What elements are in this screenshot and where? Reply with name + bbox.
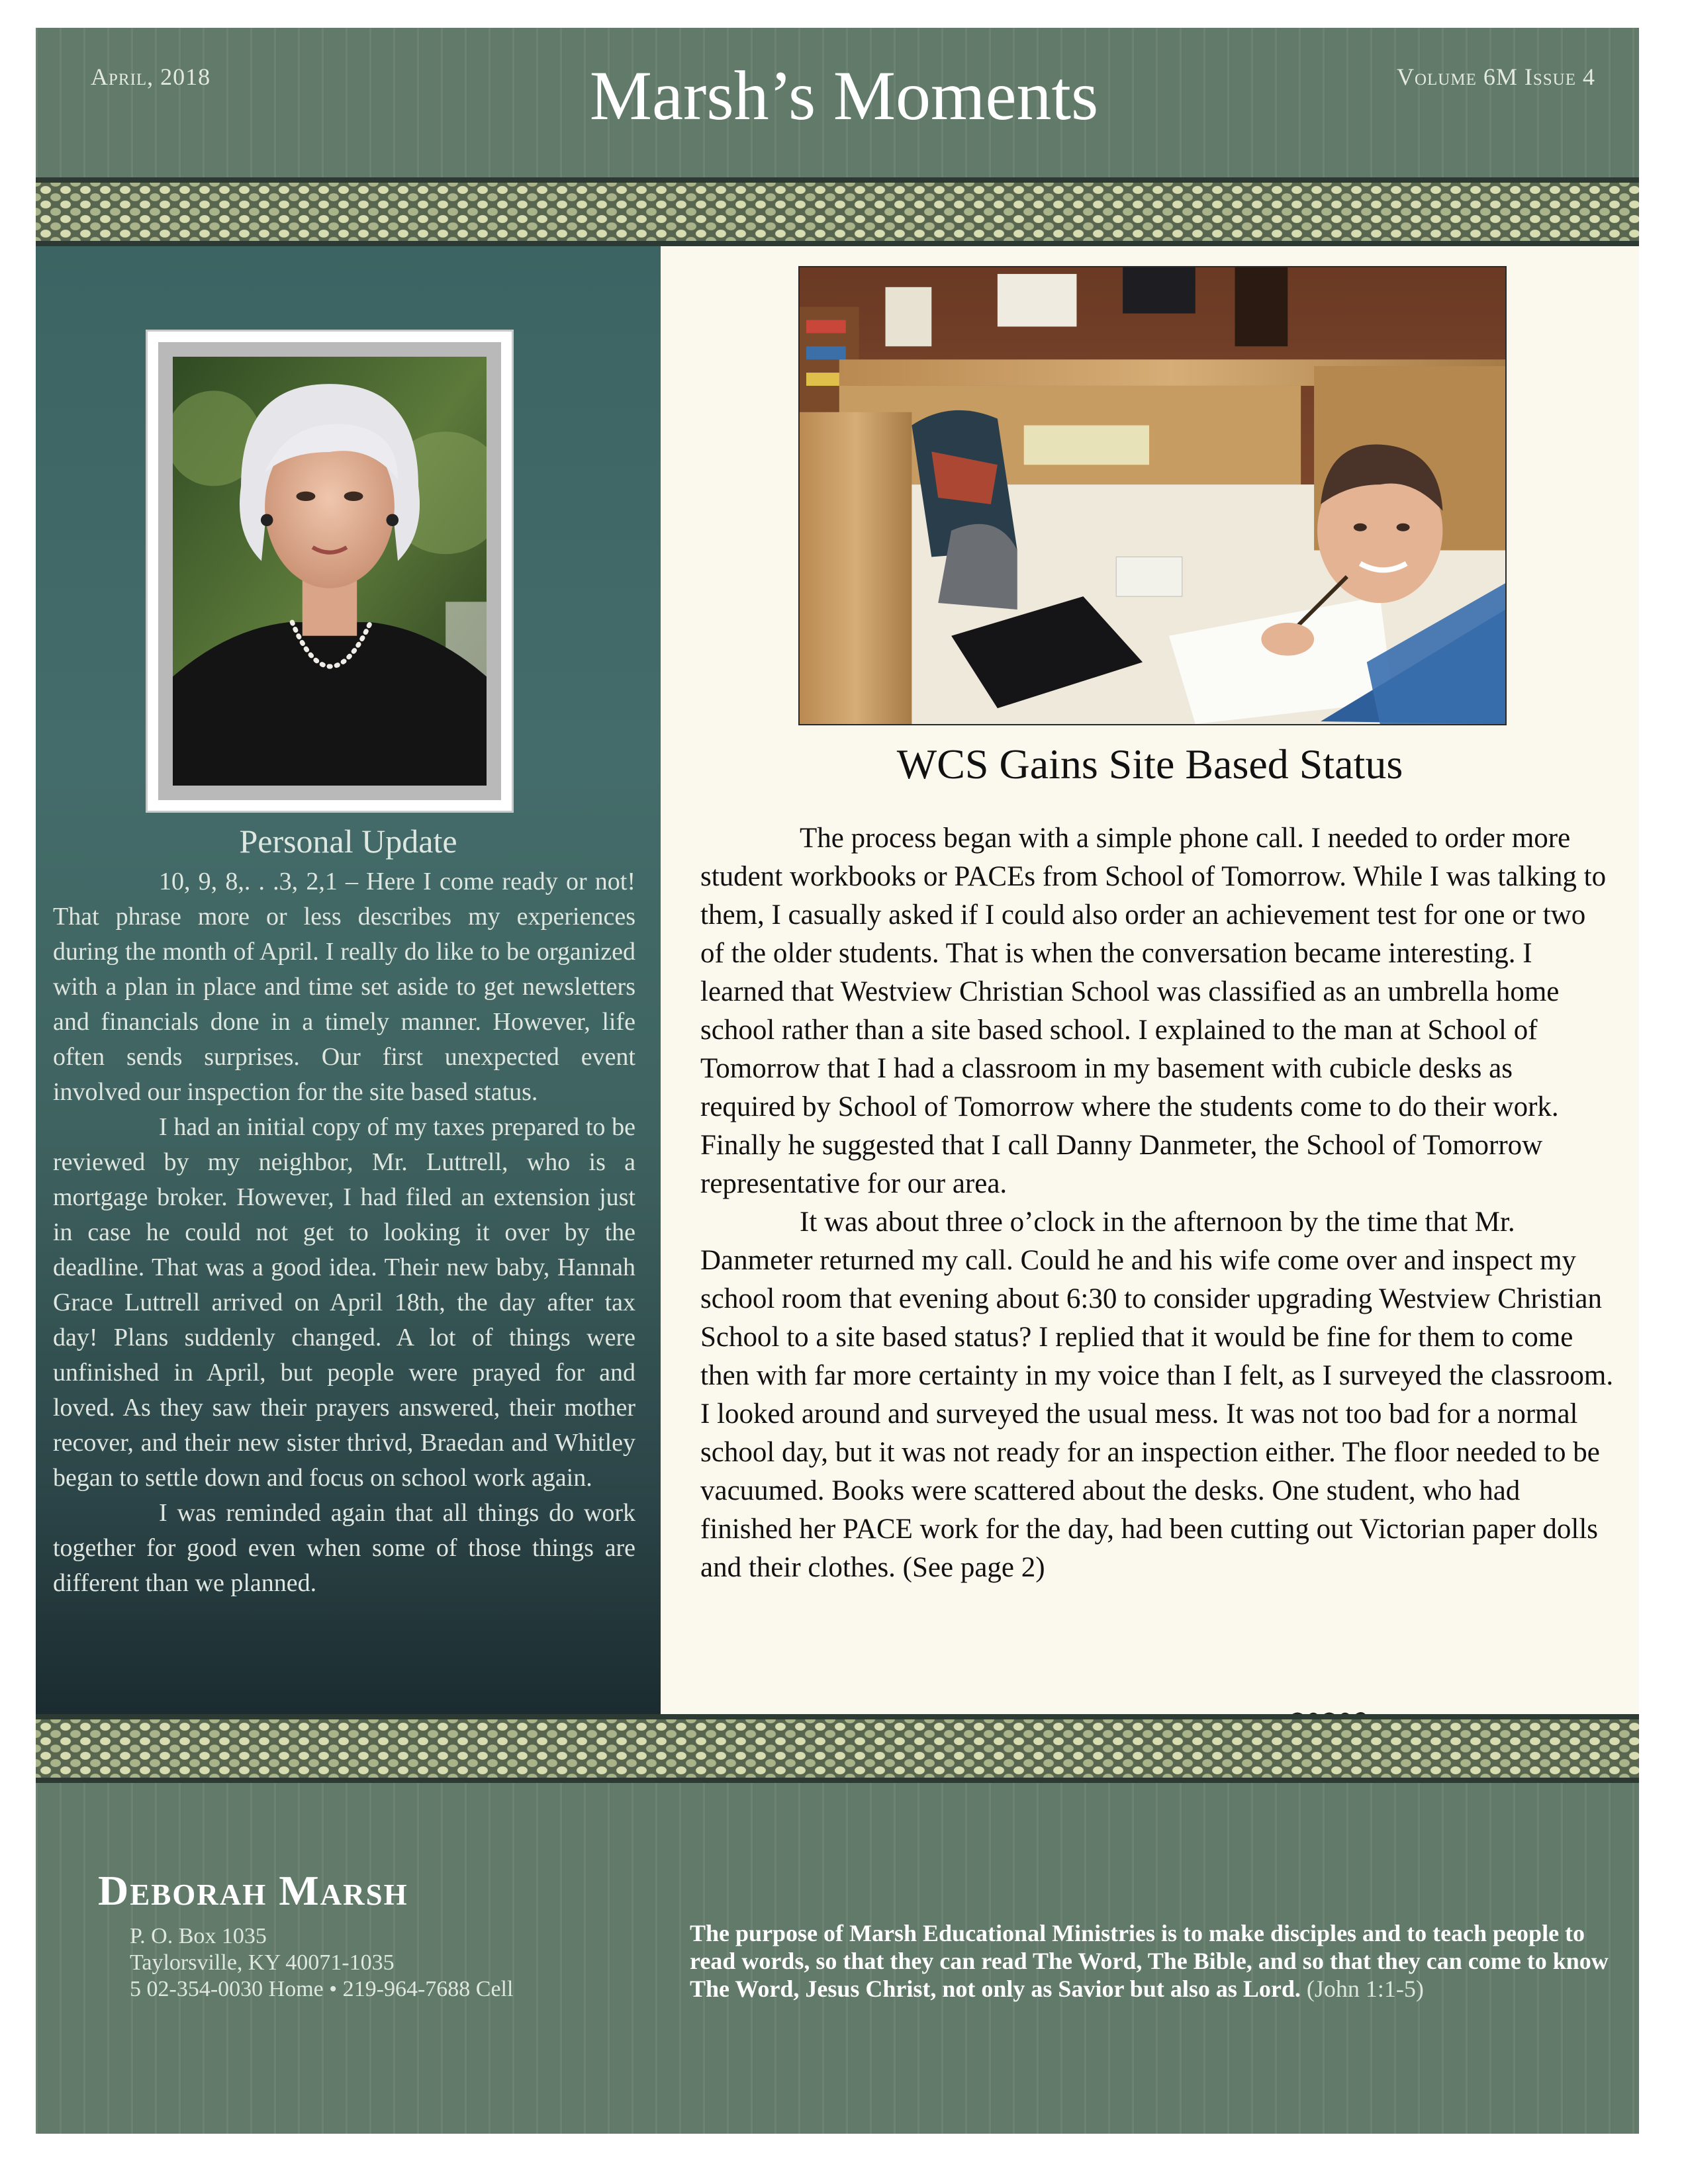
decorative-band-top — [36, 177, 1639, 246]
scripture-reference: (John 1:1-5) — [1306, 1976, 1424, 2002]
article-paragraph: It was about three o’clock in the afternoon by the time that Mr. Danmeter returned my call. Could he and his wife come over and inspect my school room that evening about 6:30 to consider upgrading Westview Christian School to a site based status? I replied that it would be fine for them to come then with far more certainty in my voice than I felt, as I surveyed the classroom. I looked around and surveyed the usual mess. It was not too bad for a normal school day, but it was not ready for an inspection either. The floor needed to be vacuumed. Books were scattered about the desks. One student, who had finished her PACE work for the day, had been cutting out Victorian paper dolls and their clothes. (See page 2) — [700, 1206, 1614, 1583]
author-name: Deborah Marsh — [98, 1867, 408, 1914]
classroom-photo — [798, 266, 1507, 725]
address-line-2: Taylorsville, KY 40071-1035 — [130, 1950, 395, 1975]
decorative-band-bottom — [36, 1714, 1639, 1783]
portrait-frame — [146, 330, 514, 813]
issue-date: April, 2018 — [91, 64, 211, 90]
address-line-1: P. O. Box 1035 — [130, 1924, 267, 1948]
personal-update-paragraph: I was reminded again that all things do work together for good even when some of those things are different than we planned. — [53, 1499, 635, 1597]
mission-statement — [690, 1919, 1617, 2003]
newsletter-title: Marsh’s Moments — [589, 57, 1099, 134]
contact-info — [130, 1923, 513, 2003]
mission-text: The purpose of Marsh Educational Ministries is to make disciples and to teach people to read words, so that they can read The Word, The Bible, and so that they can come to know The Word, Jesus Christ, not only as Savior but also as Lord. — [690, 1920, 1609, 2002]
phone-numbers: 5 02-354-0030 Home • 219-964-7688 Cell — [130, 1977, 514, 2001]
article-title: WCS Gains Site Based Status — [896, 741, 1403, 788]
article-body — [700, 819, 1614, 1587]
personal-update-paragraph: 10, 9, 8,. . .3, 2,1 – Here I come ready or not! That phrase more or less describes my experiences during the month of April. I really do like to be organized with a plan in place and time set aside to get newsletters and financials done in a timely manner. However, life often sends surprises. Our first unexpected event involved our inspection for the site based status. — [53, 868, 635, 1106]
personal-update-body — [53, 864, 635, 1601]
article-paragraph: The process began with a simple phone call. I needed to order more student workbooks or PACEs from School of Tomorrow. While I was talking to them, I casually asked if I could also order an achievement test for one or two of the older students. That is when the conversation became interesting. I learned that Westview Christian School was classified as an umbrella home school rather than a site based school. I explained to the man at School of Tomorrow that I had a classroom in my basement with cubicle desks as required by School of Tomorrow where the students come to do their work. Finally he suggested that I call Danny Danmeter, the School of Tomorrow representative for our area. — [700, 823, 1607, 1199]
personal-update-paragraph: I had an initial copy of my taxes prepared to be reviewed by my neighbor, Mr. Luttrell, who is a mortgage broker. However, I had filed an extension just in case he could not get to looking it over by the deadline. That was a good idea. Their new baby, Hannah Grace Luttrell arrived on April 18th, the day after tax day! Plans suddenly changed. A lot of things were unfinished in April, but people were prayed for and loved. As they saw their prayers answered, their mother recover, and their new sister thrivd, Braedan and Whitley began to settle down and focus on school work again. — [53, 1113, 635, 1492]
personal-update-title: Personal Update — [239, 823, 457, 860]
author-portrait — [173, 357, 487, 786]
issue-volume: Volume 6M Issue 4 — [1396, 64, 1595, 90]
